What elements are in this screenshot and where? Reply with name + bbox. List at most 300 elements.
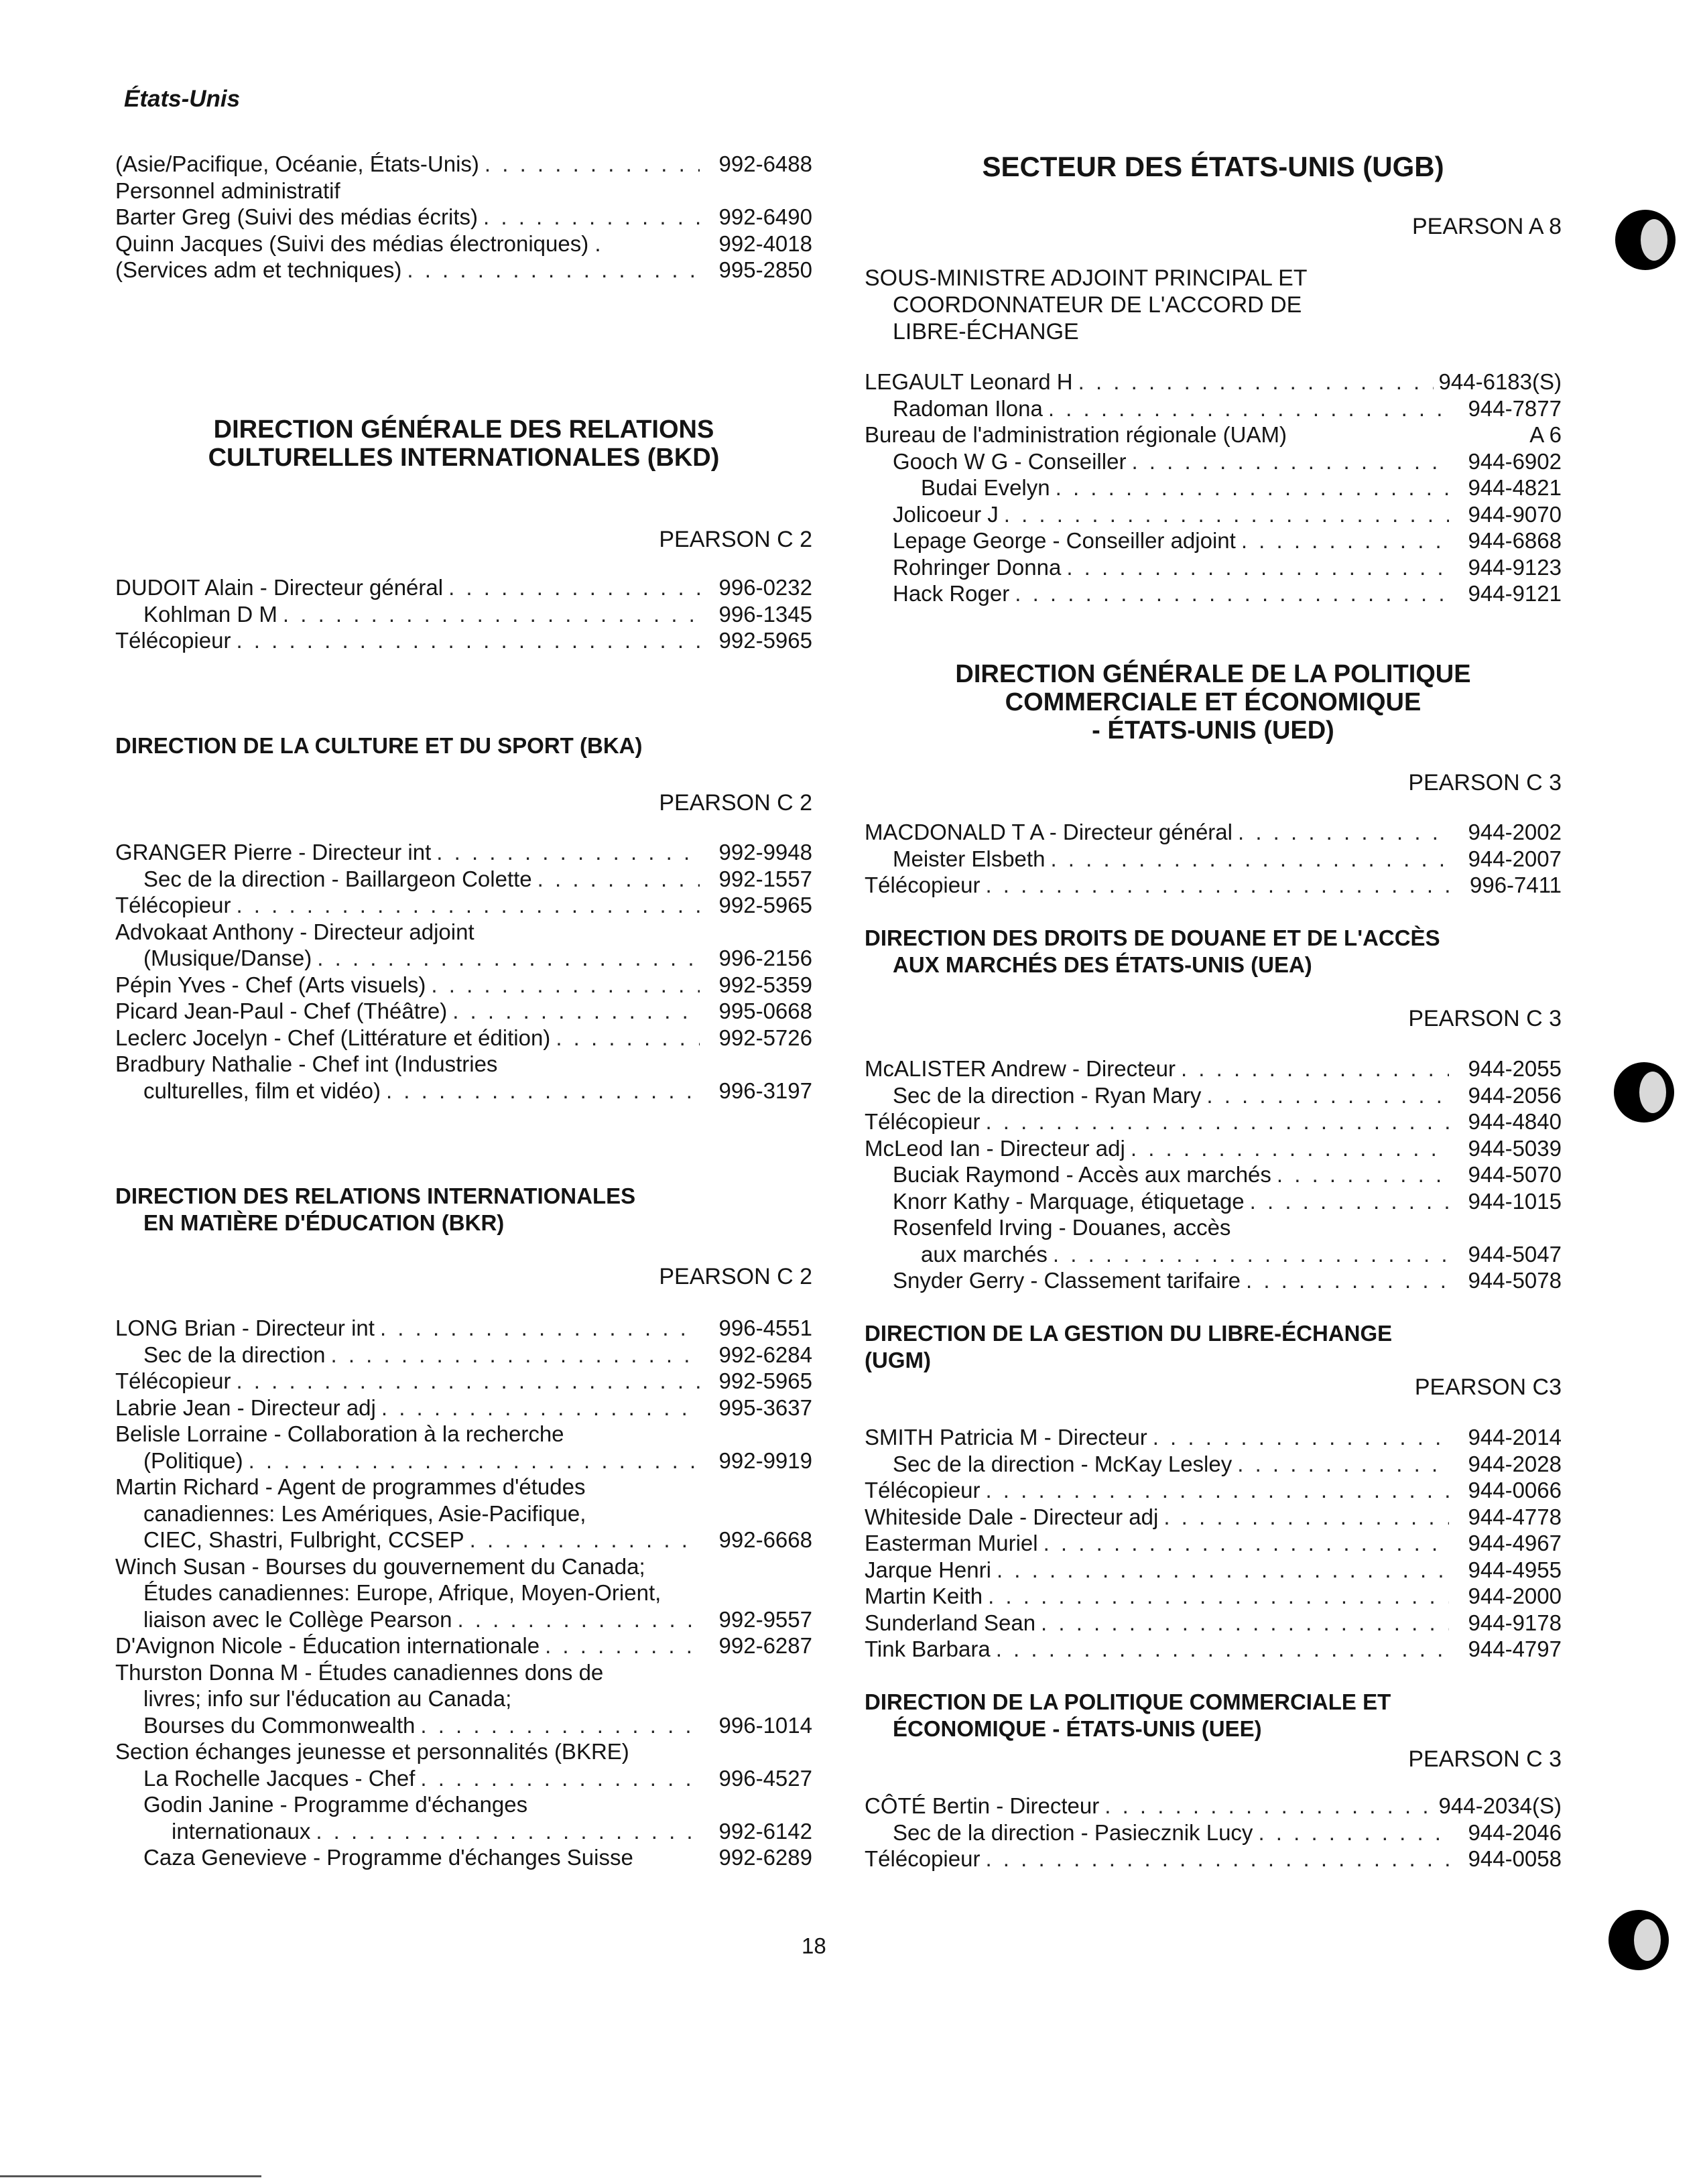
entry-phone: 944-9121 bbox=[1468, 581, 1562, 606]
entry-name: Section échanges jeunesse et personnalités (BKRE) bbox=[115, 1739, 629, 1764]
entry-phone: 995-0668 bbox=[718, 999, 812, 1023]
directory-entry bbox=[115, 1368, 812, 1395]
directory-entry bbox=[865, 1504, 1562, 1531]
entry-list bbox=[115, 1315, 812, 1871]
directory-entry bbox=[115, 257, 812, 283]
directory-entry bbox=[865, 1214, 1562, 1241]
directory-entry bbox=[115, 627, 812, 654]
section-heading: DIRECTION GÉNÉRALE DES RELATIONS bbox=[213, 415, 714, 444]
directory-entry bbox=[115, 1474, 812, 1500]
entry-name: Belisle Lorraine - Collaboration à la recherche bbox=[115, 1421, 564, 1446]
entry-phone: 944-6183(S) bbox=[1438, 369, 1562, 394]
dot-leader bbox=[1078, 369, 1434, 395]
directory-entry bbox=[115, 892, 812, 919]
section-heading: (UGM) bbox=[865, 1348, 931, 1372]
entry-name: (Musique/Danse) bbox=[143, 946, 312, 970]
dot-leader bbox=[283, 601, 700, 628]
entry-name: canadiennes: Les Amériques, Asie-Pacifique, bbox=[143, 1500, 586, 1526]
directory-entry bbox=[865, 1636, 1562, 1663]
dot-leader bbox=[1163, 1504, 1449, 1531]
entry-name: aux marchés bbox=[921, 1241, 1048, 1267]
entry-phone: 996-3197 bbox=[718, 1078, 812, 1103]
dot-leader bbox=[420, 1765, 700, 1792]
section-ugm bbox=[865, 1320, 1562, 1374]
entry-phone: 992-6488 bbox=[718, 151, 812, 176]
entry-name: Télécopieur bbox=[115, 1368, 231, 1393]
directory-entry bbox=[115, 204, 812, 231]
entry-phone: 996-4551 bbox=[718, 1315, 812, 1340]
entry-phone: 992-1557 bbox=[718, 866, 812, 891]
entry-name: Sec de la direction bbox=[143, 1342, 326, 1367]
entry-phone: 944-0066 bbox=[1468, 1478, 1562, 1502]
directory-entry bbox=[865, 1530, 1562, 1557]
entry-list bbox=[865, 1424, 1562, 1663]
dot-leader bbox=[436, 839, 700, 866]
entry-name: Tink Barbara bbox=[865, 1636, 991, 1661]
dot-leader bbox=[470, 1527, 700, 1553]
dot-leader bbox=[236, 627, 700, 654]
entry-phone: 944-6902 bbox=[1468, 448, 1562, 474]
dot-leader bbox=[236, 1368, 700, 1395]
entry-phone: 944-9123 bbox=[1468, 554, 1562, 580]
section-heading: DIRECTION DES RELATIONS INTERNATIONALES bbox=[115, 1183, 636, 1208]
directory-entry bbox=[115, 1500, 812, 1527]
punch-hole-icon bbox=[1608, 1910, 1669, 1970]
dot-leader bbox=[331, 1342, 700, 1368]
entry-name: McLeod Ian - Directeur adj bbox=[865, 1135, 1125, 1161]
directory-entry bbox=[115, 231, 812, 257]
entry-name: Martin Richard - Agent de programmes d'études bbox=[115, 1474, 586, 1499]
subsection-line: LIBRE-ÉCHANGE bbox=[893, 319, 1079, 344]
dot-leader bbox=[1066, 554, 1449, 581]
entry-phone: A 6 bbox=[1529, 422, 1562, 447]
section-heading: DIRECTION DE LA CULTURE ET DU SPORT (BKA) bbox=[115, 733, 643, 758]
entry-name: Winch Susan - Bourses du gouvernement du Canada; bbox=[115, 1553, 645, 1579]
directory-entry bbox=[865, 1161, 1562, 1188]
entry-name: Bourses du Commonwealth bbox=[143, 1712, 416, 1738]
dot-leader bbox=[1056, 474, 1449, 501]
entry-phone: 944-2034(S) bbox=[1438, 1793, 1562, 1818]
dot-leader bbox=[997, 1557, 1449, 1584]
directory-entry bbox=[115, 178, 812, 204]
location-label: PEARSON C 2 bbox=[659, 527, 812, 552]
dot-leader bbox=[1237, 1451, 1449, 1478]
directory-entry bbox=[865, 1819, 1562, 1846]
entry-name: Godin Janine - Programme d'échanges bbox=[143, 1792, 528, 1817]
section-uea bbox=[865, 925, 1562, 978]
entry-name: Bradbury Nathalie - Chef int (Industries bbox=[115, 1051, 498, 1076]
dot-leader bbox=[545, 1632, 700, 1659]
directory-entry bbox=[115, 151, 812, 178]
dot-leader bbox=[985, 1477, 1449, 1504]
entry-phone: 992-6284 bbox=[718, 1342, 812, 1367]
dot-leader bbox=[1250, 1188, 1449, 1215]
dot-leader bbox=[457, 1606, 700, 1633]
entry-phone: 944-4967 bbox=[1468, 1531, 1562, 1555]
entry-phone: 944-2007 bbox=[1468, 846, 1562, 871]
directory-entry bbox=[115, 866, 812, 893]
entry-phone: 944-4778 bbox=[1468, 1504, 1562, 1529]
section-heading: - ÉTATS-UNIS (UED) bbox=[1092, 716, 1334, 745]
entry-phone: 996-0232 bbox=[718, 575, 812, 600]
dot-leader bbox=[1181, 1055, 1449, 1082]
directory-entry bbox=[115, 1421, 812, 1448]
directory-entry bbox=[115, 1818, 812, 1845]
dot-leader bbox=[985, 872, 1449, 899]
entry-name: Télécopieur bbox=[865, 1478, 981, 1502]
directory-entry bbox=[865, 1583, 1562, 1610]
entry-name: Rosenfeld Irving - Douanes, accès bbox=[893, 1215, 1231, 1240]
entry-phone: 944-7877 bbox=[1468, 395, 1562, 421]
entry-name: Pépin Yves - Chef (Arts visuels) bbox=[115, 972, 426, 997]
section-bkr bbox=[115, 1183, 812, 1236]
dot-leader bbox=[420, 1712, 700, 1739]
section-heading: DIRECTION GÉNÉRALE DE LA POLITIQUE bbox=[955, 660, 1471, 688]
entry-phone: 992-5359 bbox=[718, 972, 812, 997]
entry-name: Gooch W G - Conseiller bbox=[893, 448, 1127, 474]
directory-entry bbox=[865, 527, 1562, 554]
entry-list bbox=[115, 839, 812, 1104]
entry-list bbox=[115, 151, 812, 283]
directory-entry bbox=[115, 1078, 812, 1104]
entry-name: (Services adm et techniques) bbox=[115, 257, 402, 282]
entry-name: Lepage George - Conseiller adjoint bbox=[893, 528, 1236, 553]
scan-edge-line bbox=[0, 2175, 261, 2177]
location-label: PEARSON C 2 bbox=[659, 1264, 812, 1289]
dot-leader bbox=[1104, 1793, 1433, 1819]
entry-name: Quinn Jacques (Suivi des médias électroniques) . bbox=[115, 231, 601, 256]
section-heading: ÉCONOMIQUE - ÉTATS-UNIS (UEE) bbox=[893, 1716, 1262, 1741]
dot-leader bbox=[249, 1448, 700, 1474]
entry-phone: 992-6289 bbox=[718, 1845, 812, 1870]
directory-entry bbox=[865, 1557, 1562, 1584]
entry-name: Kohlman D M bbox=[143, 601, 277, 627]
dot-leader bbox=[988, 1583, 1449, 1610]
section-heading: DIRECTION DE LA GESTION DU LIBRE-ÉCHANGE bbox=[865, 1321, 1393, 1346]
punch-hole-icon bbox=[1615, 210, 1676, 270]
dot-leader bbox=[538, 866, 700, 893]
directory-entry bbox=[865, 474, 1562, 501]
subsection-title bbox=[865, 265, 1562, 345]
directory-entry bbox=[865, 1135, 1562, 1162]
directory-entry bbox=[865, 1188, 1562, 1215]
dot-leader bbox=[483, 204, 700, 231]
location-label: PEARSON C 3 bbox=[1408, 1746, 1562, 1772]
entry-phone: 996-4527 bbox=[718, 1765, 812, 1791]
dot-leader bbox=[1044, 1530, 1449, 1557]
dot-leader bbox=[1153, 1424, 1449, 1451]
entry-name: D'Avignon Nicole - Éducation internationale bbox=[115, 1633, 540, 1658]
dot-leader bbox=[985, 1108, 1449, 1135]
section-heading: COMMERCIALE ET ÉCONOMIQUE bbox=[1005, 688, 1422, 716]
entry-phone: 995-2850 bbox=[718, 257, 812, 282]
entry-list bbox=[865, 1793, 1562, 1872]
entry-name: Télécopieur bbox=[865, 1846, 981, 1871]
dot-leader bbox=[1048, 395, 1449, 422]
directory-entry bbox=[115, 1025, 812, 1051]
entry-name: liaison avec le Collège Pearson bbox=[143, 1606, 452, 1632]
entry-name: Meister Elsbeth bbox=[893, 846, 1046, 871]
directory-entry bbox=[115, 919, 812, 946]
entry-list bbox=[865, 1055, 1562, 1294]
directory-entry bbox=[865, 1055, 1562, 1082]
dot-leader bbox=[1053, 1241, 1449, 1268]
dot-leader bbox=[1258, 1819, 1449, 1846]
entry-list bbox=[115, 574, 812, 654]
dot-leader bbox=[1131, 1135, 1449, 1162]
entry-phone: 996-1345 bbox=[718, 601, 812, 627]
dot-leader bbox=[448, 574, 700, 601]
entry-phone: 992-6668 bbox=[718, 1527, 812, 1552]
entry-name: CÔTÉ Bertin - Directeur bbox=[865, 1793, 1100, 1818]
entry-name: Picard Jean-Paul - Chef (Théâtre) bbox=[115, 999, 448, 1023]
entry-name: Jolicoeur J bbox=[893, 501, 999, 527]
entry-phone: 992-9919 bbox=[718, 1448, 812, 1473]
directory-entry bbox=[115, 1527, 812, 1553]
directory-entry bbox=[865, 395, 1562, 422]
entry-name: Advokaat Anthony - Directeur adjoint bbox=[115, 919, 475, 944]
section-ued bbox=[865, 660, 1562, 745]
directory-entry bbox=[115, 972, 812, 999]
directory-entry bbox=[115, 1580, 812, 1606]
entry-name: internationaux bbox=[172, 1818, 311, 1844]
dot-leader bbox=[1004, 501, 1449, 528]
entry-phone: 944-5070 bbox=[1468, 1162, 1562, 1187]
entry-name: DUDOIT Alain - Directeur général bbox=[115, 575, 444, 600]
directory-entry bbox=[115, 945, 812, 972]
entry-name: McALISTER Andrew - Directeur bbox=[865, 1056, 1176, 1081]
directory-entry bbox=[115, 1632, 812, 1659]
entry-phone: 992-6287 bbox=[718, 1633, 812, 1658]
entry-name: (Politique) bbox=[143, 1448, 243, 1473]
location-label: PEARSON C 2 bbox=[659, 790, 812, 816]
entry-phone: 944-2055 bbox=[1468, 1056, 1562, 1081]
dot-leader bbox=[1041, 1610, 1449, 1636]
entry-phone: 992-5965 bbox=[718, 628, 812, 653]
entry-phone: 944-5039 bbox=[1468, 1135, 1562, 1161]
entry-phone: 992-6142 bbox=[718, 1818, 812, 1844]
entry-name: Knorr Kathy - Marquage, étiquetage bbox=[893, 1188, 1245, 1214]
entry-name: culturelles, film et vidéo) bbox=[143, 1078, 381, 1103]
dot-leader bbox=[556, 1025, 700, 1051]
entry-phone: 944-2002 bbox=[1468, 820, 1562, 844]
entry-name: GRANGER Pierre - Directeur int bbox=[115, 840, 432, 864]
entry-name: Budai Evelyn bbox=[921, 475, 1050, 500]
directory-entry bbox=[115, 1051, 812, 1078]
dot-leader bbox=[381, 1395, 700, 1421]
dot-leader bbox=[1246, 1267, 1449, 1294]
dot-leader bbox=[452, 998, 700, 1025]
dot-leader bbox=[431, 972, 700, 999]
entry-phone: 995-3637 bbox=[718, 1395, 812, 1420]
entry-phone: 996-1014 bbox=[718, 1712, 812, 1738]
entry-name: SMITH Patricia M - Directeur bbox=[865, 1425, 1147, 1450]
entry-phone: 944-9178 bbox=[1468, 1610, 1562, 1635]
entry-name: Sunderland Sean bbox=[865, 1610, 1036, 1635]
dot-leader bbox=[1241, 527, 1449, 554]
dot-leader bbox=[407, 257, 700, 283]
directory-entry bbox=[865, 1241, 1562, 1268]
page-number: 18 bbox=[802, 1933, 826, 1958]
entry-name: Buciak Raymond - Accès aux marchés bbox=[893, 1162, 1271, 1187]
entry-name: LONG Brian - Directeur int bbox=[115, 1315, 375, 1340]
dot-leader bbox=[1206, 1082, 1449, 1109]
directory-entry bbox=[865, 846, 1562, 873]
entry-phone: 996-7411 bbox=[1469, 873, 1562, 897]
location-label: PEARSON C3 bbox=[1414, 1374, 1562, 1400]
directory-entry bbox=[865, 1082, 1562, 1109]
dot-leader bbox=[386, 1078, 700, 1104]
entry-name: CIEC, Shastri, Fulbright, CCSEP bbox=[143, 1527, 464, 1552]
directory-entry bbox=[865, 1424, 1562, 1451]
dot-leader bbox=[1131, 448, 1449, 475]
directory-entry bbox=[865, 448, 1562, 475]
entry-name: Snyder Gerry - Classement tarifaire bbox=[893, 1268, 1241, 1293]
entry-phone: 944-4840 bbox=[1468, 1109, 1562, 1134]
entry-phone: 992-9557 bbox=[718, 1606, 812, 1632]
entry-name: LEGAULT Leonard H bbox=[865, 369, 1073, 394]
directory-entry bbox=[865, 501, 1562, 528]
directory-entry bbox=[115, 1395, 812, 1421]
entry-name: Rohringer Donna bbox=[893, 554, 1062, 580]
directory-entry bbox=[865, 1477, 1562, 1504]
entry-phone: 992-9948 bbox=[718, 840, 812, 864]
entry-name: Études canadiennes: Europe, Afrique, Moyen-Orient, bbox=[143, 1580, 661, 1605]
entry-name: Easterman Muriel bbox=[865, 1531, 1038, 1555]
location-label: PEARSON C 3 bbox=[1408, 770, 1562, 795]
directory-entry bbox=[115, 1315, 812, 1342]
dot-leader bbox=[996, 1636, 1449, 1663]
directory-entry bbox=[115, 1342, 812, 1368]
section-heading: AUX MARCHÉS DES ÉTATS-UNIS (UEA) bbox=[893, 952, 1312, 977]
directory-entry bbox=[865, 819, 1562, 846]
entry-phone: 944-5047 bbox=[1468, 1241, 1562, 1267]
entry-name: Whiteside Dale - Directeur adj bbox=[865, 1504, 1159, 1529]
dot-leader bbox=[317, 945, 700, 972]
entry-phone: 944-4955 bbox=[1468, 1557, 1562, 1582]
entry-phone: 944-2046 bbox=[1468, 1819, 1562, 1845]
entry-name: Martin Keith bbox=[865, 1584, 983, 1608]
entry-phone: 944-1015 bbox=[1468, 1188, 1562, 1214]
entry-phone: 992-6490 bbox=[718, 204, 812, 229]
entry-phone: 944-4797 bbox=[1468, 1636, 1562, 1661]
entry-name: livres; info sur l'éducation au Canada; bbox=[143, 1686, 512, 1711]
directory-entry bbox=[115, 574, 812, 601]
entry-name: Hack Roger bbox=[893, 581, 1010, 606]
directory-entry bbox=[115, 1606, 812, 1633]
entry-phone: 992-5726 bbox=[718, 1025, 812, 1050]
entry-phone: 944-2000 bbox=[1468, 1584, 1562, 1608]
subsection-line: COORDONNATEUR DE L'ACCORD DE bbox=[893, 292, 1302, 318]
entry-name: Caza Genevieve - Programme d'échanges Suisse bbox=[143, 1845, 633, 1870]
directory-entry bbox=[115, 1685, 812, 1712]
entry-name: MACDONALD T A - Directeur général bbox=[865, 820, 1233, 844]
subsection-line: SOUS-MINISTRE ADJOINT PRINCIPAL ET bbox=[865, 265, 1308, 291]
entry-name: Thurston Donna M - Études canadiennes dons de bbox=[115, 1659, 604, 1685]
section-uee bbox=[865, 1689, 1562, 1742]
entry-phone: 992-4018 bbox=[718, 231, 812, 256]
directory-entry bbox=[115, 1448, 812, 1474]
dot-leader bbox=[1015, 580, 1449, 607]
entry-name: Télécopieur bbox=[115, 893, 231, 917]
directory-entry bbox=[115, 839, 812, 866]
dot-leader bbox=[485, 151, 700, 178]
directory-entry bbox=[865, 1846, 1562, 1872]
entry-name: Sec de la direction - McKay Lesley bbox=[893, 1451, 1233, 1476]
page-header: États-Unis bbox=[124, 86, 241, 112]
section-heading: SECTEUR DES ÉTATS-UNIS (UGB) bbox=[982, 151, 1444, 182]
entry-phone: 944-9070 bbox=[1468, 501, 1562, 527]
entry-phone: 944-2028 bbox=[1468, 1451, 1562, 1476]
entry-phone: 996-2156 bbox=[718, 946, 812, 970]
location-label: PEARSON A 8 bbox=[1412, 214, 1562, 239]
directory-entry bbox=[865, 554, 1562, 581]
entry-list bbox=[865, 369, 1562, 607]
entry-name: Jarque Henri bbox=[865, 1557, 991, 1582]
dot-leader bbox=[1277, 1161, 1449, 1188]
entry-name: Bureau de l'administration régionale (UAM) bbox=[865, 422, 1287, 447]
dot-leader bbox=[316, 1818, 700, 1845]
directory-entry bbox=[115, 1553, 812, 1580]
entry-phone: 944-0058 bbox=[1468, 1846, 1562, 1871]
directory-entry bbox=[865, 580, 1562, 607]
section-heading: CULTURELLES INTERNATIONALES (BKD) bbox=[208, 444, 720, 472]
location-label: PEARSON C 3 bbox=[1408, 1006, 1562, 1031]
directory-entry bbox=[865, 1108, 1562, 1135]
entry-phone: 944-5078 bbox=[1468, 1268, 1562, 1293]
entry-name: Télécopieur bbox=[865, 873, 981, 897]
entry-name: Personnel administratif bbox=[115, 178, 340, 203]
entry-phone: 992-5965 bbox=[718, 893, 812, 917]
entry-phone: 992-5965 bbox=[718, 1368, 812, 1393]
directory-entry bbox=[115, 1659, 812, 1686]
section-bkd bbox=[115, 415, 812, 472]
section-heading: DIRECTION DES DROITS DE DOUANE ET DE L'ACCÈS bbox=[865, 925, 1440, 950]
directory-entry bbox=[115, 1765, 812, 1792]
directory-entry bbox=[865, 369, 1562, 395]
directory-entry bbox=[115, 1791, 812, 1818]
entry-name: Télécopieur bbox=[115, 628, 231, 653]
entry-name: Barter Greg (Suivi des médias écrits) bbox=[115, 204, 479, 229]
directory-entry bbox=[115, 601, 812, 628]
dot-leader bbox=[1050, 846, 1449, 873]
punch-hole-icon bbox=[1614, 1062, 1674, 1122]
dot-leader bbox=[1238, 819, 1449, 846]
entry-phone: 944-2014 bbox=[1468, 1425, 1562, 1450]
entry-name: Leclerc Jocelyn - Chef (Littérature et édition) bbox=[115, 1025, 551, 1050]
entry-name: Télécopieur bbox=[865, 1109, 981, 1134]
directory-entry bbox=[865, 1451, 1562, 1478]
directory-entry bbox=[115, 998, 812, 1025]
entry-list bbox=[865, 819, 1562, 899]
directory-entry bbox=[115, 1712, 812, 1739]
entry-name: La Rochelle Jacques - Chef bbox=[143, 1765, 416, 1791]
directory-entry bbox=[865, 872, 1562, 899]
entry-name: Sec de la direction - Ryan Mary bbox=[893, 1082, 1202, 1108]
dot-leader bbox=[985, 1846, 1449, 1872]
entry-name: Sec de la direction - Baillargeon Colette bbox=[143, 866, 532, 891]
dot-leader bbox=[236, 892, 700, 919]
entry-name: Radoman Ilona bbox=[893, 395, 1043, 421]
dot-leader bbox=[380, 1315, 700, 1342]
directory-entry bbox=[865, 1267, 1562, 1294]
section-heading: DIRECTION DE LA POLITIQUE COMMERCIALE ET bbox=[865, 1689, 1391, 1714]
directory-entry bbox=[115, 1844, 812, 1871]
directory-entry bbox=[115, 1738, 812, 1765]
entry-name: (Asie/Pacifique, Océanie, États-Unis) bbox=[115, 151, 479, 176]
directory-entry bbox=[865, 1793, 1562, 1819]
entry-phone: 944-2056 bbox=[1468, 1082, 1562, 1108]
